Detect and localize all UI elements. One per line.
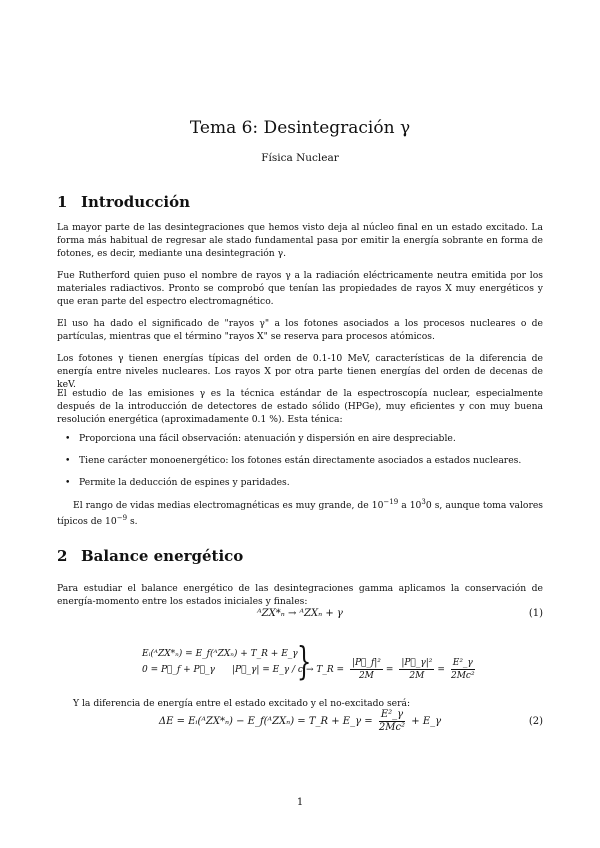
fraction-numerator: |P⃗_f|² [351, 658, 381, 668]
page-title: Tema 6: Desintegración γ [189, 118, 411, 138]
paragraph-5: El estudio de las emisiones γ es la técnica estándar de la espectroscopía nuclear, especialmente después de la introducción de detectores de estado sólido (HPGe), muy eficientes y con muy buena resolución energética (aproximadamente 0.1 %). Esta ténica: [57, 388, 543, 426]
equation-1: ᴬ𝑍X*ₙ → ᴬ𝑍Xₙ + γ [257, 608, 343, 619]
fraction [350, 657, 383, 682]
equation-system [142, 639, 475, 685]
paragraph-6-text: El rango de vidas medias electromagnéticas es muy grande, de 10 [73, 500, 384, 512]
fraction-numerator: E²_γ [380, 709, 404, 720]
fraction [451, 657, 475, 682]
system-row-energy: Eᵢ(ᴬ𝑍X*ₙ) = E_f(ᴬ𝑍Xₙ) + T_R + E_γ [142, 649, 298, 659]
fraction [379, 709, 405, 734]
equation-2-rhs: + E_γ [408, 716, 442, 727]
section-number: 1 [57, 193, 68, 211]
fraction-numerator: E²_γ [452, 658, 473, 668]
page-number: 1 [296, 797, 304, 808]
recoil-prefix: → T_R = [306, 665, 347, 675]
exponent: 3 [421, 498, 426, 507]
paragraph-6-text: a 10 [398, 500, 422, 512]
recoil-energy-expression: → T_R = $\frac{\text{|P⃗\_f|²}}{2M}$ = $\frac{\text{|P⃗\_γ|²}}{2M}$ = $\frac{\text{E²\_γ}}{\text{2Mc²}}$ [306, 658, 475, 681]
section-title: Introducción [81, 193, 191, 211]
system-row-photon-momentum: |P⃗_γ| = E_γ / c [232, 665, 303, 675]
equation-2-number: (2) [528, 716, 543, 727]
fraction-denominator: 2Mc² [450, 671, 475, 681]
paragraph-6-text: 0 s, aunque toma valores típicos de 10 [57, 500, 543, 528]
list-item: • Tiene carácter monoenergético: los fotones están directamente asociados a estados nucleares. [57, 454, 543, 467]
fraction [399, 657, 434, 682]
paragraph-7: Para estudiar el balance energético de las desintegraciones gamma aplicamos la conservación de energía-momento entre los estados iniciales y finales: [57, 583, 543, 608]
section-heading-introduccion [57, 193, 190, 211]
fraction-numerator: |P⃗_γ|² [401, 658, 433, 668]
fraction-denominator: 2M [409, 671, 425, 681]
section-number: 2 [57, 547, 68, 565]
list-item: • Permite la deducción de espines y paridades. [57, 476, 543, 489]
brace: } [296, 639, 312, 683]
bullet-list [57, 432, 543, 498]
paragraph-8: Y la diferencia de energía entre el estado excitado y el no-excitado será: [73, 698, 411, 710]
paragraph-6-text: s. [127, 516, 138, 528]
paragraph-3: El uso ha dado el significado de "rayos γ" a los fotones asociados a los procesos nucleares o de partículas, mientras que el término "rayos X" se reserva para procesos atómicos. [57, 318, 543, 343]
page-subtitle: Física Nuclear [261, 152, 339, 164]
paragraph-1: La mayor parte de las desintegraciones que hemos visto deja al núcleo final en un estado excitado. La forma más habitual de regresar ale stado fundamental pasa por emitir la energía sobrante en forma de fotones, es decir, mediante una desintegración γ. [57, 222, 543, 260]
equation-1-number: (1) [528, 608, 543, 619]
paragraph-4: Los fotones γ tienen energías típicas del orden de 0.1-10 MeV, características de la diferencia de energía entre niveles nucleares. Los rayos X por otra parte tienen energías del orden de decenas de keV. [57, 353, 543, 391]
fraction-denominator: 2M [358, 671, 374, 681]
equation-2-lhs: ΔE = Eᵢ(ᴬ𝑍X*ₙ) − E_f(ᴬ𝑍Xₙ) = T_R + E_γ = [158, 716, 376, 727]
equation-2 [57, 709, 543, 734]
fraction-denominator: 2Mc² [378, 722, 406, 733]
paragraph-2: Fue Rutherford quien puso el nombre de rayos γ a la radiación eléctricamente neutra emitida por los materiales radiactivos. Pronto se comprobó que tenían las propiedades de rayos X muy energéticos y que eran parte del espectro electromagnético. [57, 270, 543, 308]
system-row-momentum: 0 = P⃗_f + P⃗_γ [142, 665, 215, 675]
paragraph-6 [57, 496, 543, 528]
section-title: Balance energético [81, 547, 244, 565]
exponent: −9 [116, 514, 128, 523]
exponent: −19 [383, 498, 399, 507]
section-heading-balance-energetico [57, 547, 243, 565]
list-item: • Proporciona una fácil observación: atenuación y dispersión en aire despreciable. [57, 432, 543, 445]
